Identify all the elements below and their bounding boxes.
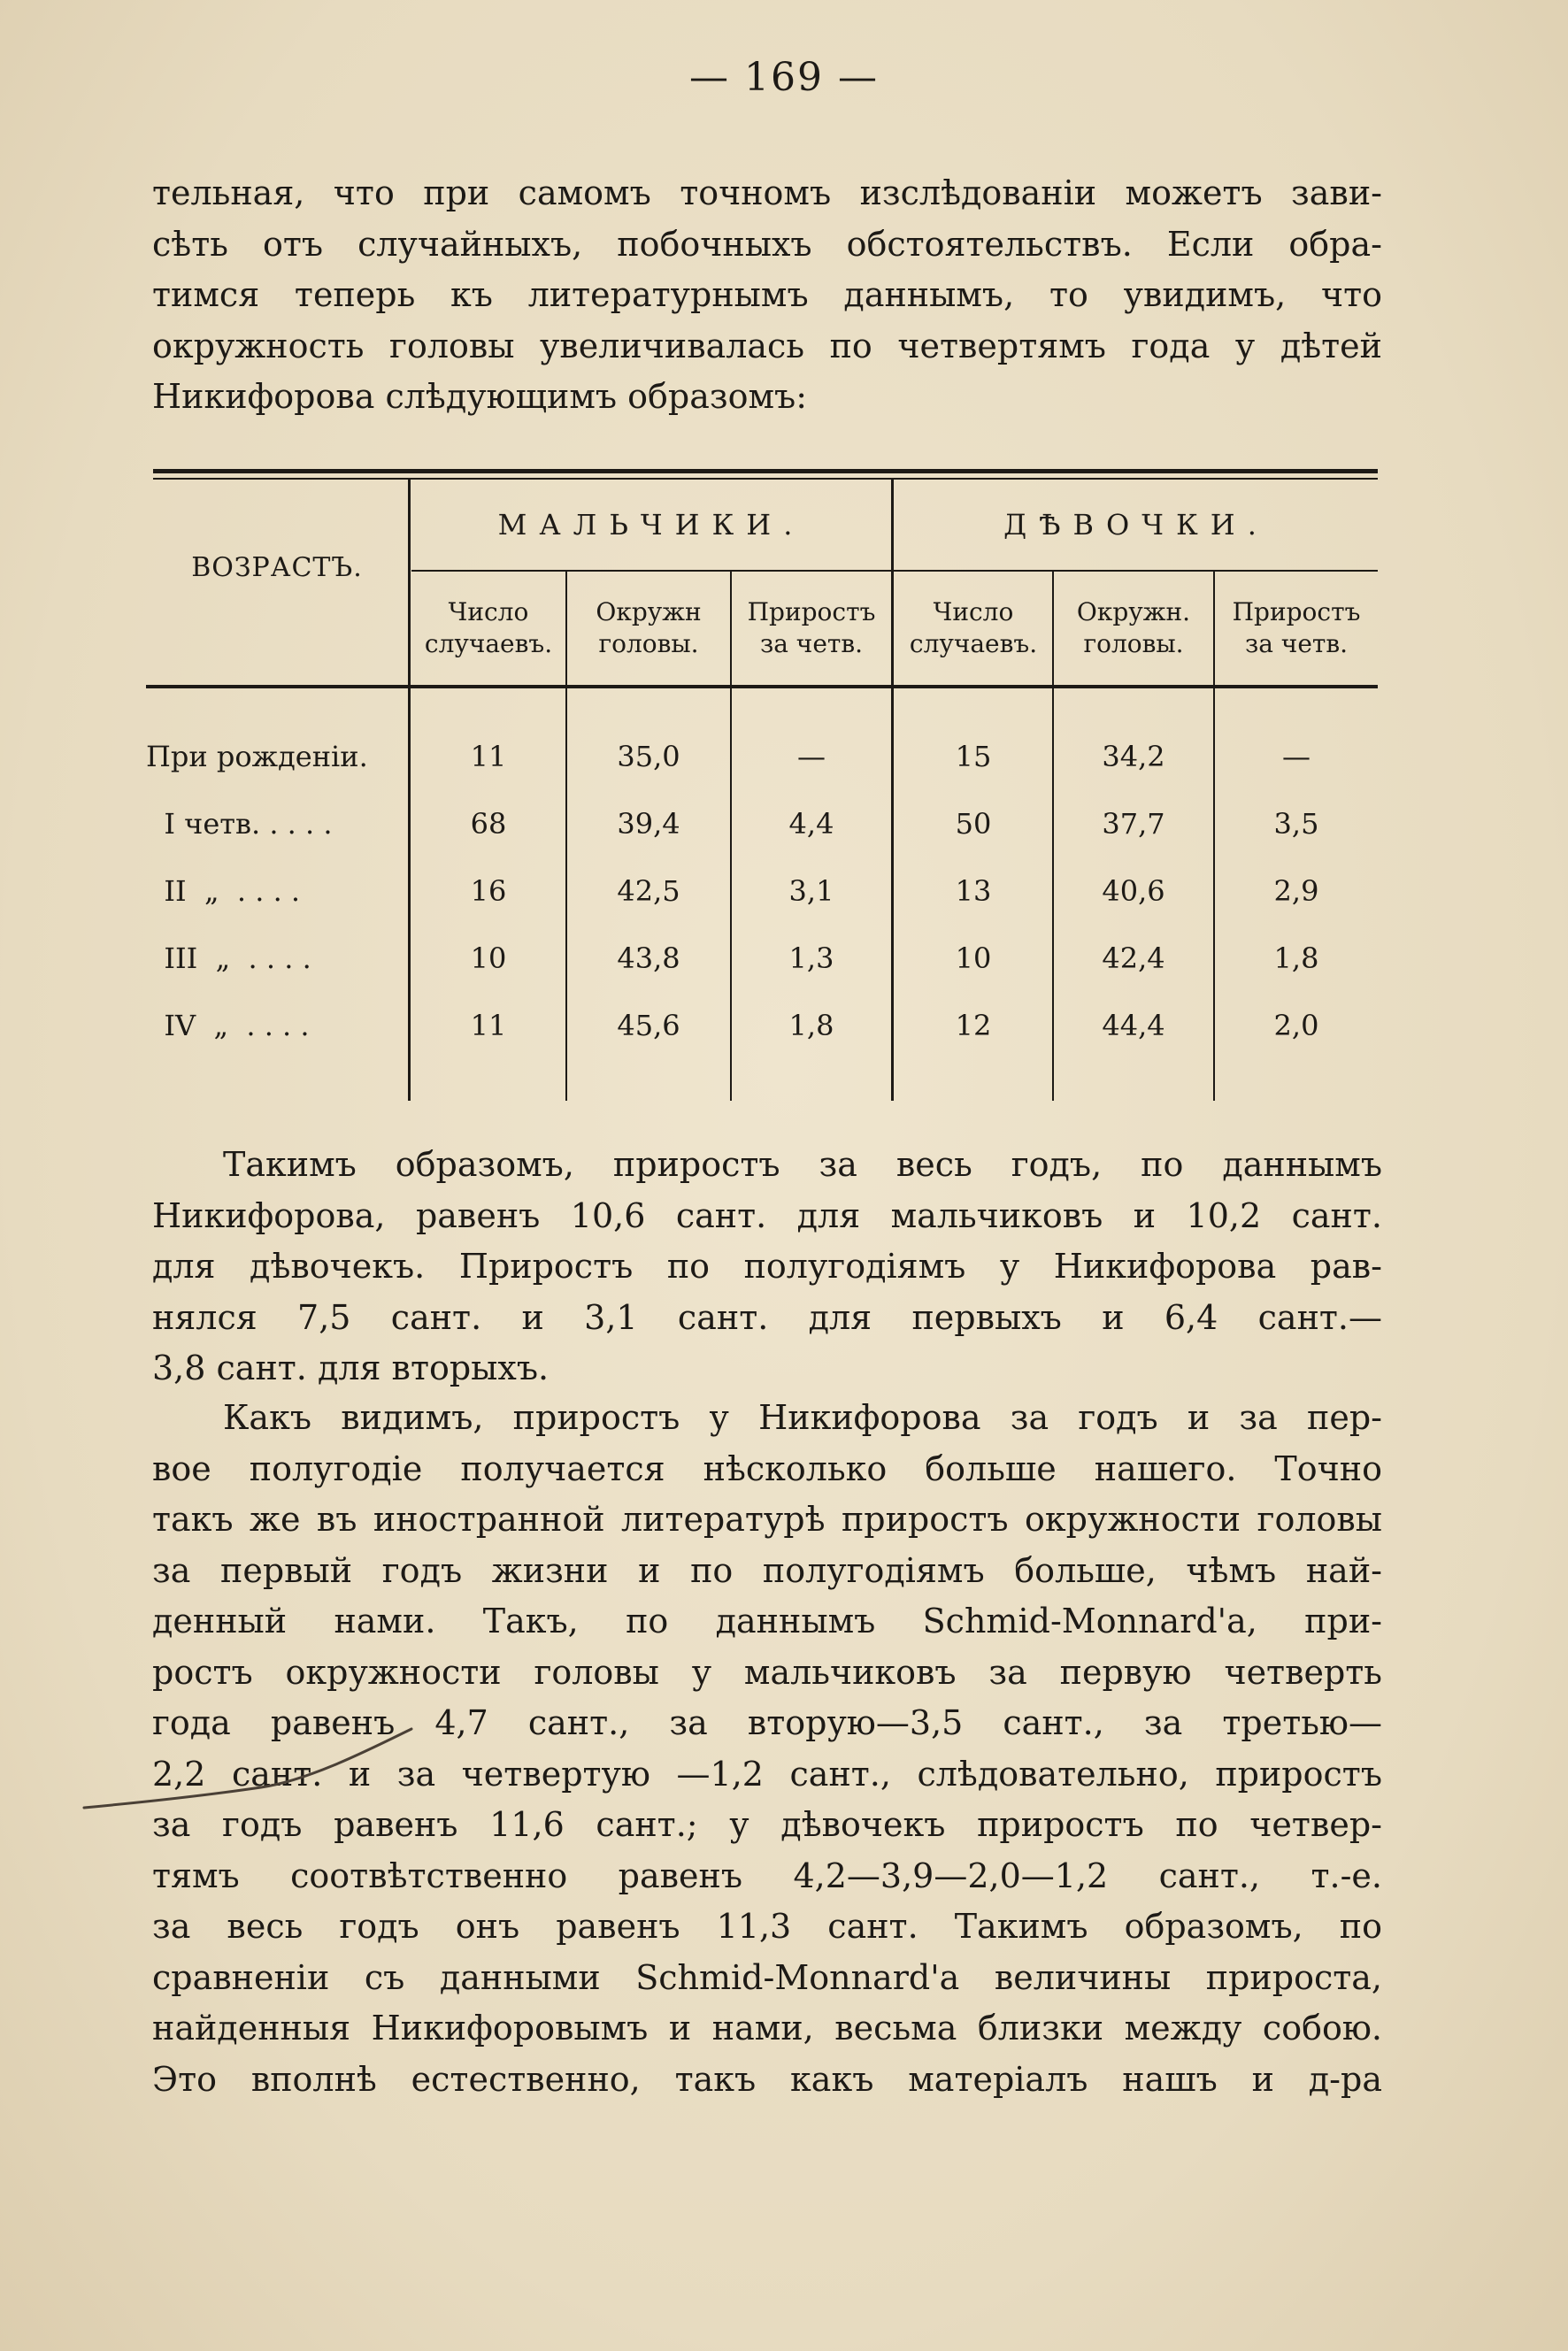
- header-line: Окружн.: [1076, 597, 1191, 626]
- middle-paragraph: [152, 1140, 1382, 1394]
- girls-count-cell: 13: [955, 874, 992, 908]
- boys-count-cell: 16: [470, 874, 507, 908]
- table-top-rule: [153, 469, 1378, 473]
- header-line: Окружн: [596, 597, 702, 626]
- text-line: за годъ равенъ 11,6 сант.; у дѣвочекъ приростъ по четвер-: [152, 1805, 1382, 1844]
- text-line: ростъ окружности головы у мальчиковъ за первую четверть: [152, 1652, 1382, 1692]
- boys-circ-cell: 43,8: [617, 941, 680, 975]
- text-line: такъ же въ иностранной литературѣ приростъ окружности головы: [152, 1500, 1382, 1539]
- girls-growth-cell: 1,8: [1273, 941, 1319, 975]
- girls-group-header: ДѢВОЧКИ.: [1003, 508, 1269, 542]
- girls-circ-cell: 42,4: [1102, 941, 1165, 975]
- header-line: головы.: [1083, 629, 1184, 658]
- header-line: Приростъ: [747, 597, 876, 626]
- girls-count-cell: 12: [955, 1009, 992, 1042]
- boys-count-cell: 10: [470, 941, 507, 975]
- boys-count-cell: 68: [470, 807, 507, 841]
- text-line: за весь годъ онъ равенъ 11,3 сант. Такимъ образомъ, по: [152, 1907, 1382, 1946]
- text-line: нялся 7,5 сант. и 3,1 сант. для первыхъ и 6,4 сант.—: [152, 1297, 1382, 1337]
- boys-growth-header: [732, 596, 891, 660]
- girls-growth-header: [1215, 596, 1378, 660]
- girls-count-header: [895, 596, 1052, 660]
- boys-count-cell: 11: [470, 1009, 507, 1042]
- text-line: тельная, что при самомъ точномъ изслѣдованіи можетъ зави-: [152, 173, 1382, 212]
- text-line: денный нами. Такъ, по даннымъ Schmid-Monnard'а, при-: [152, 1602, 1382, 1640]
- boys-growth-cell: 3,1: [788, 874, 834, 908]
- text-line: Никифорова, равенъ 10,6 сант. для мальчиковъ и 10,2 сант.: [152, 1195, 1382, 1235]
- age-cell: При рожденіи.: [146, 740, 368, 773]
- text-line: Никифорова слѣдующимъ образомъ:: [152, 377, 808, 416]
- text-line: найденныя Никифоровымъ и нами, весьма близки между собою.: [152, 2009, 1382, 2048]
- text-line: за первый годъ жизни и по полугодіямъ больше, чѣмъ най-: [152, 1550, 1382, 1590]
- age-cell: II „ . . . .: [146, 874, 301, 908]
- text-line: тимся теперь къ литературнымъ даннымъ, то увидимъ, что: [152, 275, 1382, 314]
- boys-circ-cell: 45,6: [617, 1009, 680, 1042]
- boys-group-header: МАЛЬЧИКИ.: [497, 508, 805, 542]
- text-line: сѣть отъ случайныхъ, побочныхъ обстоятельствъ. Если обра-: [152, 224, 1382, 264]
- girls-circ-cell: 34,2: [1102, 740, 1165, 773]
- boys-count-cell: 11: [470, 740, 507, 773]
- age-cell: IV „ . . . .: [146, 1009, 310, 1042]
- girls-circ-cell: 40,6: [1102, 874, 1165, 908]
- girls-growth-cell: 2,0: [1273, 1009, 1319, 1042]
- boys-growth-cell: 4,4: [788, 807, 834, 841]
- girls-count-cell: 10: [955, 941, 992, 975]
- top-paragraph: [152, 168, 1382, 423]
- boys-growth-cell: —: [797, 740, 826, 773]
- text-line: окружность головы увеличивалась по четвертямъ года у дѣтей: [152, 326, 1382, 365]
- age-cell: I четв. . . . .: [146, 807, 333, 841]
- group-underline: [411, 570, 1378, 572]
- header-line: случаевъ.: [424, 629, 553, 658]
- girls-circ-header: [1054, 596, 1213, 660]
- text-line: тямъ соотвѣтственно равенъ 4,2—3,9—2,0—1,2 сант., т.-е.: [152, 1855, 1382, 1895]
- boys-circ-cell: 39,4: [617, 807, 680, 841]
- text-line: Какъ видимъ, приростъ у Никифорова за годъ и за пер-: [223, 1398, 1382, 1437]
- header-line: за четв.: [1244, 629, 1349, 658]
- header-line: Приростъ: [1232, 597, 1361, 626]
- girls-growth-cell: —: [1282, 740, 1311, 773]
- text-line: года равенъ 4,7 сант., за вторую—3,5 сант., за третью—: [152, 1703, 1382, 1742]
- girls-circ-cell: 37,7: [1102, 807, 1165, 841]
- header-line: случаевъ.: [909, 629, 1038, 658]
- header-line: Число: [933, 597, 1014, 626]
- text-line: Это вполнѣ естественно, такъ какъ матеріалъ нашъ и д-ра: [152, 2059, 1382, 2099]
- text-line: 2,2 сант. и за четвертую —1,2 сант., слѣдовательно, приростъ: [152, 1754, 1382, 1794]
- age-cell: III „ . . . .: [146, 941, 311, 975]
- column-divider: [891, 480, 894, 1101]
- girls-count-cell: 15: [955, 740, 992, 773]
- boys-circ-header: [567, 596, 730, 660]
- header-bottom-rule: [146, 685, 1378, 688]
- girls-growth-cell: 3,5: [1273, 807, 1319, 841]
- page-number: — 169 —: [689, 55, 879, 100]
- text-line: сравненіи съ данными Schmid-Monnard'а величины прироста,: [152, 1957, 1382, 1997]
- boys-growth-cell: 1,3: [788, 941, 834, 975]
- head-circumference-table: [146, 464, 1378, 1101]
- header-line: головы.: [598, 629, 699, 658]
- girls-circ-cell: 44,4: [1102, 1009, 1165, 1042]
- girls-count-cell: 50: [955, 807, 992, 841]
- column-divider: [408, 480, 411, 1101]
- girls-growth-cell: 2,9: [1273, 874, 1319, 908]
- text-line: Такимъ образомъ, приростъ за весь годъ, по даннымъ: [223, 1145, 1382, 1184]
- text-line: 3,8 сант. для вторыхъ.: [152, 1348, 550, 1387]
- text-line: вое полугодіе получается нѣсколько больше нашего. Точно: [152, 1448, 1382, 1488]
- age-column-header: ВОЗРАСТЪ.: [191, 552, 363, 583]
- header-line: за четв.: [759, 629, 864, 658]
- boys-circ-cell: 42,5: [617, 874, 680, 908]
- boys-circ-cell: 35,0: [617, 740, 680, 773]
- table-top-rule-thin: [153, 478, 1378, 480]
- pencil-mark-icon: [80, 1724, 416, 1830]
- header-line: Число: [448, 597, 529, 626]
- text-line: для дѣвочекъ. Приростъ по полугодіямъ у Никифорова рав-: [152, 1247, 1382, 1286]
- boys-count-header: [411, 596, 565, 660]
- boys-growth-cell: 1,8: [788, 1009, 834, 1042]
